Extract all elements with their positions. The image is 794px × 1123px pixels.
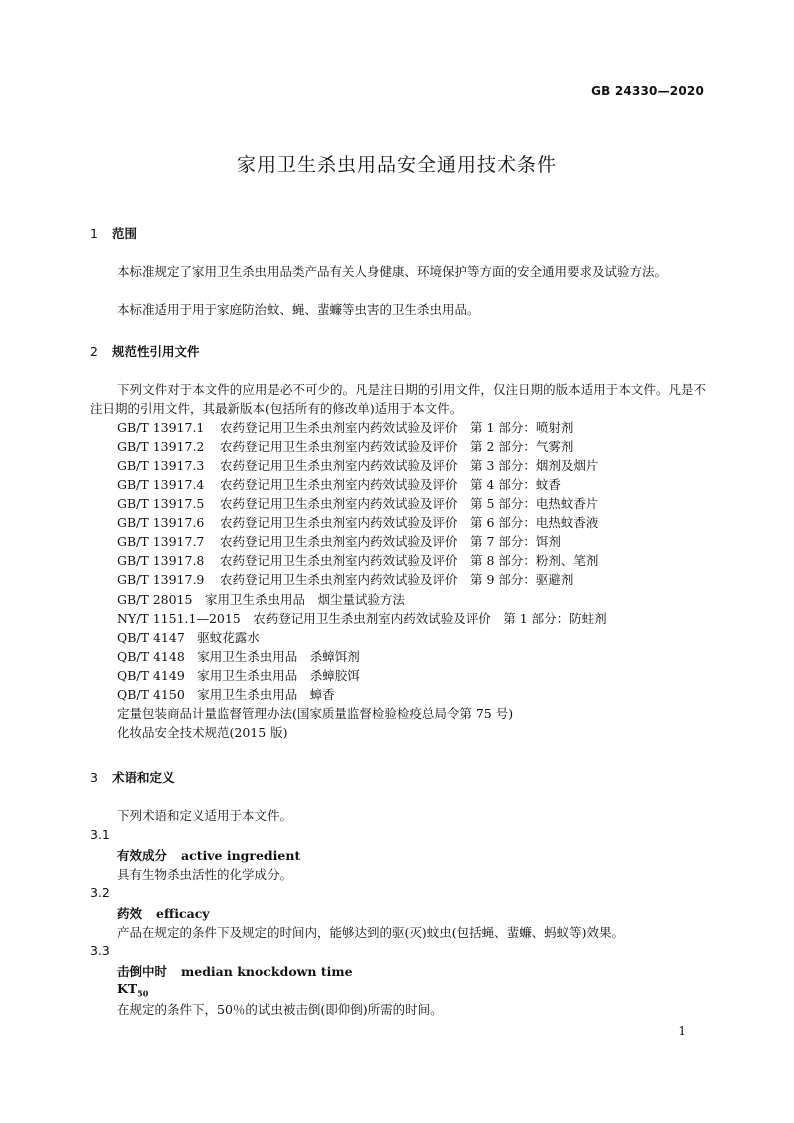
reference-item xyxy=(117,456,598,475)
section-3-number: 3 xyxy=(90,770,98,785)
reference-code: GB/T 13917.2 xyxy=(117,439,205,454)
reference-item xyxy=(117,437,573,456)
reference-item xyxy=(117,513,598,532)
term-definition: 产品在规定的条件下及规定的时间内，能够达到的驱(灭)蚊虫(包括蝇、蜚蠊、蚂蚁等)效果。 xyxy=(117,925,625,940)
reference-code: GB/T 13917.3 xyxy=(117,458,205,473)
reference-title: 农药登记用卫生杀虫剂室内药效试验及评价 第 2 部分：气雾剂 xyxy=(220,439,574,454)
term-name xyxy=(117,904,210,922)
section-3-intro: 下列术语和定义适用于本文件。 xyxy=(117,808,293,823)
reference-code: GB/T 13917.1 xyxy=(117,420,205,435)
term-name-zh: 有效成分 xyxy=(117,848,168,863)
term-number: 3.1 xyxy=(90,827,110,842)
reference-title: 农药登记用卫生杀虫剂室内药效试验及评价 第 8 部分：粉剂、笔剂 xyxy=(220,553,599,568)
reference-item: QB/T 4147 驱蚊花露水 xyxy=(117,630,260,645)
reference-title: 农药登记用卫生杀虫剂室内药效试验及评价 第 7 部分：饵剂 xyxy=(220,534,561,549)
term-name-en: active ingredient xyxy=(181,848,301,863)
reference-item: NY/T 1151.1—2015 农药登记用卫生杀虫剂室内药效试验及评价 第 1 部分：防蛀剂 xyxy=(117,611,607,626)
term-name-zh: 击倒中时 xyxy=(117,964,168,979)
reference-item: 化妆品安全技术规范(2015 版) xyxy=(117,725,288,740)
section-2-heading xyxy=(90,342,200,360)
section-1-paragraph: 本标准适用于用于家庭防治蚊、蝇、蜚蠊等虫害的卫生杀虫用品。 xyxy=(117,302,480,317)
term-name-zh: 药效 xyxy=(117,906,143,921)
section-2-number: 2 xyxy=(90,344,98,359)
term-name-en: efficacy xyxy=(156,906,210,921)
reference-code: GB/T 13917.5 xyxy=(117,496,205,511)
term-name xyxy=(117,846,300,864)
reference-item xyxy=(117,494,598,513)
section-1-heading xyxy=(90,224,137,242)
reference-title: 农药登记用卫生杀虫剂室内药效试验及评价 第 1 部分：喷射剂 xyxy=(220,420,574,435)
term-definition: 在规定的条件下，50％的试虫被击倒(即仰倒)所需的时间。 xyxy=(117,1002,443,1017)
reference-code: GB/T 13917.8 xyxy=(117,553,205,568)
section-1-number: 1 xyxy=(90,226,98,241)
reference-title: 农药登记用卫生杀虫剂室内药效试验及评价 第 6 部分：电热蚊香液 xyxy=(220,515,599,530)
reference-title: 农药登记用卫生杀虫剂室内药效试验及评价 第 5 部分：电热蚊香片 xyxy=(220,496,599,511)
reference-title: 农药登记用卫生杀虫剂室内药效试验及评价 第 3 部分：烟剂及烟片 xyxy=(220,458,599,473)
reference-title: 农药登记用卫生杀虫剂室内药效试验及评价 第 4 部分：蚊香 xyxy=(220,477,561,492)
term-number: 3.2 xyxy=(90,885,110,900)
term-definition: 具有生物杀虫活性的化学成分。 xyxy=(117,867,293,882)
page-number: 1 xyxy=(678,1024,686,1038)
reference-item xyxy=(117,418,573,437)
reference-code: GB/T 13917.4 xyxy=(117,477,205,492)
reference-code: GB/T 13917.7 xyxy=(117,534,205,549)
document-title: 家用卫生杀虫用品安全通用技术条件 xyxy=(236,154,557,176)
reference-code: GB/T 13917.6 xyxy=(117,515,205,530)
term-number: 3.3 xyxy=(90,943,110,958)
reference-item: QB/T 4150 家用卫生杀虫用品 蟑香 xyxy=(117,687,335,702)
reference-item: QB/T 4149 家用卫生杀虫用品 杀蟑胶饵 xyxy=(117,668,360,683)
section-2-intro: 下列文件对于本文件的应用是必不可少的。凡是注日期的引用文件，仅注日期的版本适用于本文件。凡是不注日期的引用文件，其最新版本(包括所有的修改单)适用于本文件。 xyxy=(90,382,706,416)
reference-title: 农药登记用卫生杀虫剂室内药效试验及评价 第 9 部分：驱避剂 xyxy=(220,572,574,587)
term-symbol xyxy=(117,981,148,999)
reference-item: GB/T 28015 家用卫生杀虫用品 烟尘量试验方法 xyxy=(117,592,405,607)
section-3-heading xyxy=(90,768,175,786)
standard-code: GB 24330—2020 xyxy=(591,84,704,98)
reference-item: 定量包装商品计量监督管理办法(国家质量监督检验检疫总局令第 75 号) xyxy=(117,706,514,721)
reference-item xyxy=(117,570,573,589)
section-1-title: 范围 xyxy=(112,226,138,241)
term-symbol-main: KT xyxy=(117,981,138,996)
term-name xyxy=(117,962,353,980)
reference-item: QB/T 4148 家用卫生杀虫用品 杀蟑饵剂 xyxy=(117,649,360,664)
reference-item xyxy=(117,532,561,551)
reference-item xyxy=(117,551,598,570)
reference-code: GB/T 13917.9 xyxy=(117,572,205,587)
term-symbol-subscript: 50 xyxy=(137,988,149,999)
reference-item xyxy=(117,475,561,494)
term-name-en: median knockdown time xyxy=(181,964,353,979)
section-2-title: 规范性引用文件 xyxy=(112,344,200,359)
section-3-title: 术语和定义 xyxy=(112,770,175,785)
section-1-paragraph: 本标准规定了家用卫生杀虫用品类产品有关人身健康、环境保护等方面的安全通用要求及试验方法。 xyxy=(117,264,668,279)
